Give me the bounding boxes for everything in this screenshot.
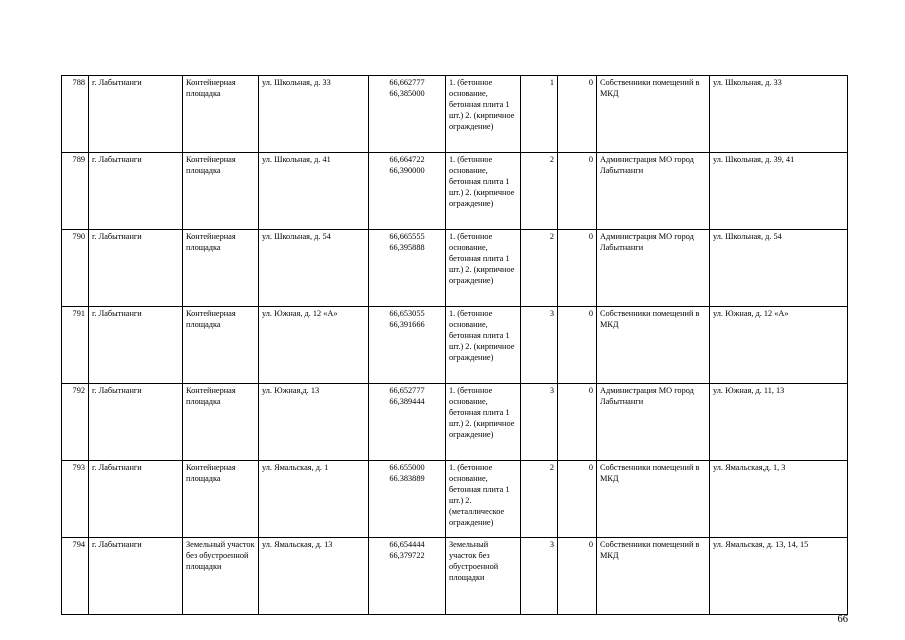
container-count-cell: 2 <box>521 230 558 307</box>
served-objects-cell: ул. Школьная, д. 33 <box>710 76 848 153</box>
container-count-cell: 3 <box>521 307 558 384</box>
address-cell: ул. Ямальская, д. 1 <box>259 461 369 538</box>
owner-cell: Администрация МО город Лабытнанги <box>597 230 710 307</box>
construction-cell: 1. (бетонное основание, бетонная плита 1 шт.) 2. (кирпичное ограждение) <box>446 307 521 384</box>
address-cell: ул. Южная, д. 12 «А» <box>259 307 369 384</box>
served-objects-cell: ул. Ямальская, д. 13, 14, 15 <box>710 538 848 615</box>
volume-count-cell: 0 <box>558 230 597 307</box>
row-number-cell: 794 <box>62 538 89 615</box>
construction-cell: 1. (бетонное основание, бетонная плита 1 шт.) 2. (кирпичное ограждение) <box>446 384 521 461</box>
latitude-value: 66,664722 <box>389 155 425 164</box>
longitude-value: 66,385000 <box>389 89 425 99</box>
latitude-value: 66,653055 <box>389 309 425 318</box>
registry-table <box>61 75 848 615</box>
site-type-cell: Контейнерная площадка <box>183 461 259 538</box>
construction-cell: Земельный участок без обустроенной площадки <box>446 538 521 615</box>
coordinates-cell <box>369 230 446 307</box>
container-count-cell: 3 <box>521 384 558 461</box>
volume-count-cell: 0 <box>558 307 597 384</box>
container-count-cell: 2 <box>521 461 558 538</box>
city-cell: г. Лабытнанги <box>89 461 183 538</box>
owner-cell: Собственники помещений в МКД <box>597 76 710 153</box>
row-number-cell: 790 <box>62 230 89 307</box>
table-row <box>62 153 848 230</box>
longitude-value: 66,395888 <box>389 243 425 253</box>
coordinates-cell <box>369 307 446 384</box>
container-count-cell: 1 <box>521 76 558 153</box>
city-cell: г. Лабытнанги <box>89 76 183 153</box>
construction-cell: 1. (бетонное основание, бетонная плита 1 шт.) 2. (металлическое ограждение) <box>446 461 521 538</box>
longitude-value: 66,389444 <box>389 397 425 407</box>
construction-cell: 1. (бетонное основание, бетонная плита 1 шт.) 2. (кирпичное ограждение) <box>446 230 521 307</box>
row-number-cell: 792 <box>62 384 89 461</box>
address-cell: ул. Ямальская, д. 13 <box>259 538 369 615</box>
city-cell: г. Лабытнанги <box>89 384 183 461</box>
latitude-value: 66,652777 <box>389 386 425 395</box>
volume-count-cell: 0 <box>558 461 597 538</box>
owner-cell: Администрация МО город Лабытнанги <box>597 153 710 230</box>
site-type-cell: Контейнерная площадка <box>183 153 259 230</box>
container-count-cell: 3 <box>521 538 558 615</box>
table-row <box>62 76 848 153</box>
site-type-cell: Земельный участок без обустроенной площадки <box>183 538 259 615</box>
owner-cell: Администрация МО город Лабытнанги <box>597 384 710 461</box>
longitude-value: 66,391666 <box>389 320 425 330</box>
coordinates-cell <box>369 76 446 153</box>
latitude-value: 66.655000 <box>389 463 425 472</box>
container-count-cell: 2 <box>521 153 558 230</box>
table-row <box>62 307 848 384</box>
page-number: 66 <box>837 614 848 625</box>
coordinates-cell <box>369 538 446 615</box>
served-objects-cell: ул. Школьная, д. 54 <box>710 230 848 307</box>
owner-cell: Собственники помещений в МКД <box>597 538 710 615</box>
coordinates-cell <box>369 384 446 461</box>
row-number-cell: 791 <box>62 307 89 384</box>
owner-cell: Собственники помещений в МКД <box>597 461 710 538</box>
row-number-cell: 793 <box>62 461 89 538</box>
table-row <box>62 230 848 307</box>
row-number-cell: 789 <box>62 153 89 230</box>
city-cell: г. Лабытнанги <box>89 307 183 384</box>
address-cell: ул. Южная,д. 13 <box>259 384 369 461</box>
construction-cell: 1. (бетонное основание, бетонная плита 1 шт.) 2. (кирпичное ограждение) <box>446 76 521 153</box>
owner-cell: Собственники помещений в МКД <box>597 307 710 384</box>
volume-count-cell: 0 <box>558 384 597 461</box>
volume-count-cell: 0 <box>558 538 597 615</box>
city-cell: г. Лабытнанги <box>89 153 183 230</box>
latitude-value: 66,654444 <box>389 540 425 549</box>
served-objects-cell: ул. Южная, д. 11, 13 <box>710 384 848 461</box>
table-row <box>62 461 848 538</box>
latitude-value: 66,665555 <box>389 232 425 241</box>
site-type-cell: Контейнерная площадка <box>183 230 259 307</box>
address-cell: ул. Школьная, д. 54 <box>259 230 369 307</box>
site-type-cell: Контейнерная площадка <box>183 384 259 461</box>
volume-count-cell: 0 <box>558 76 597 153</box>
table-body <box>62 76 848 615</box>
site-type-cell: Контейнерная площадка <box>183 307 259 384</box>
table-row <box>62 384 848 461</box>
construction-cell: 1. (бетонное основание, бетонная плита 1 шт.) 2. (кирпичное ограждение) <box>446 153 521 230</box>
served-objects-cell: ул. Школьная, д. 39, 41 <box>710 153 848 230</box>
coordinates-cell <box>369 461 446 538</box>
city-cell: г. Лабытнанги <box>89 230 183 307</box>
volume-count-cell: 0 <box>558 153 597 230</box>
address-cell: ул. Школьная, д. 33 <box>259 76 369 153</box>
site-type-cell: Контейнерная площадка <box>183 76 259 153</box>
latitude-value: 66,662777 <box>389 78 425 87</box>
city-cell: г. Лабытнанги <box>89 538 183 615</box>
served-objects-cell: ул. Ямальская,д. 1, 3 <box>710 461 848 538</box>
row-number-cell: 788 <box>62 76 89 153</box>
longitude-value: 66.383889 <box>389 474 425 484</box>
table-row <box>62 538 848 615</box>
address-cell: ул. Школьная, д. 41 <box>259 153 369 230</box>
coordinates-cell <box>369 153 446 230</box>
longitude-value: 66,379722 <box>389 551 425 561</box>
longitude-value: 66,390000 <box>389 166 425 176</box>
served-objects-cell: ул. Южная, д. 12 «А» <box>710 307 848 384</box>
